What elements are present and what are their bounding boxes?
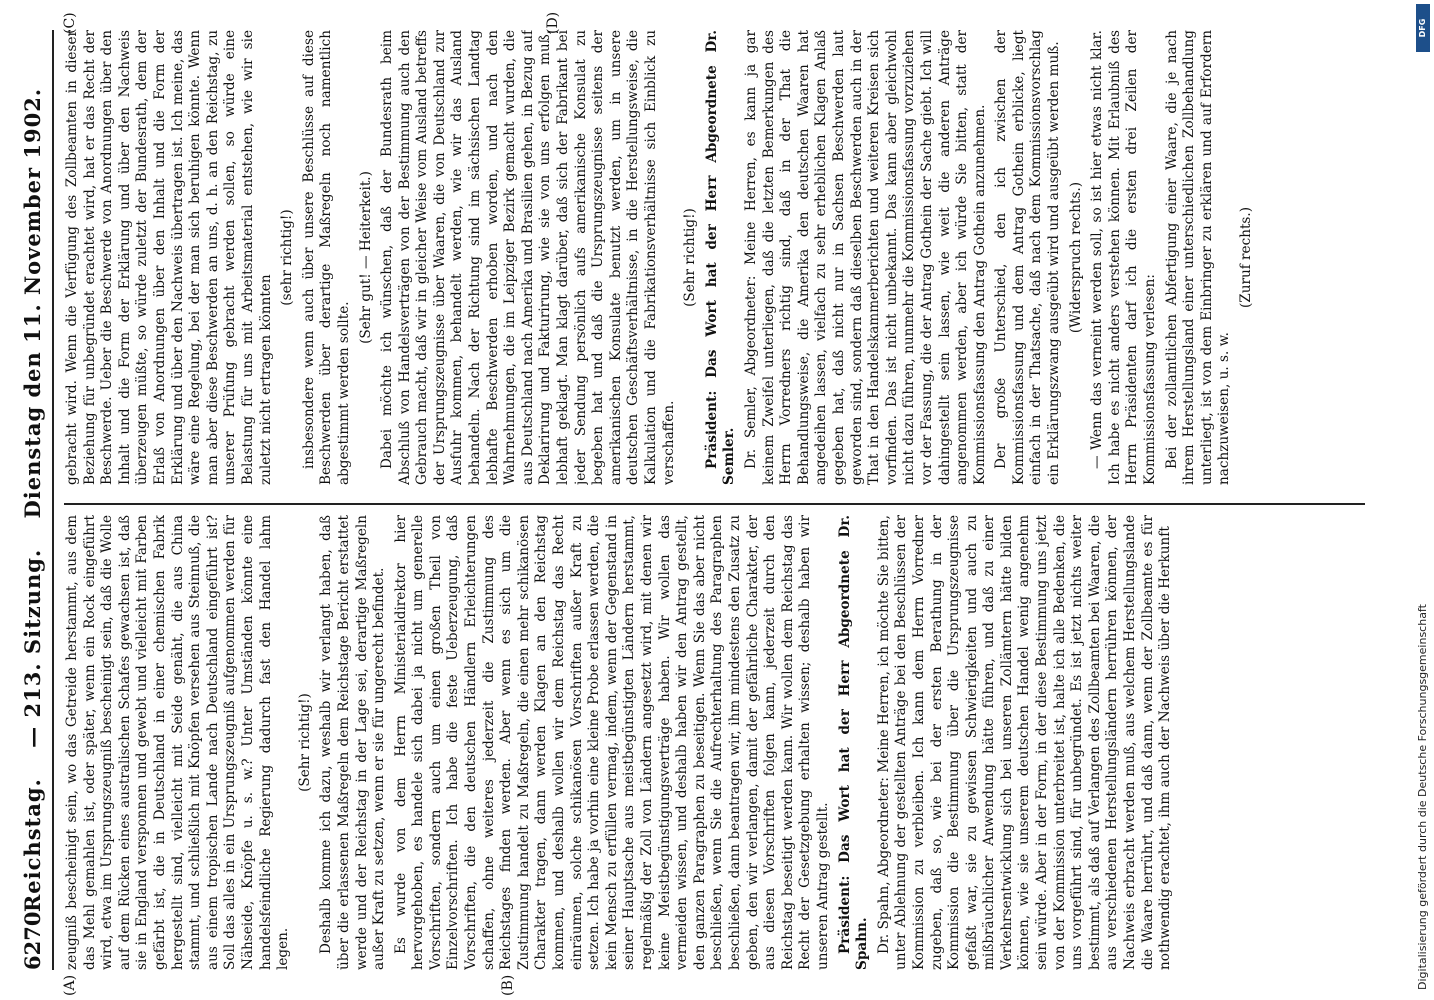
interjection: (Zuruf rechts.) [1238, 206, 1254, 309]
right-column [64, 30, 1375, 485]
page-number: 6270 [20, 911, 45, 970]
header-left: Reichstag. [20, 778, 45, 913]
interjection: (Widerspruch rechts.) [1067, 181, 1084, 334]
speaker-line: Präsident: Das Wort hat der Herr Abgeordnete Dr. Semler. [703, 30, 738, 485]
marker-b: (B) [500, 974, 516, 996]
paragraph: Dabei möchte ich wünschen, daß der Bundesrath beim Abschluß von Handelsverträgen von der Bestimmung auch den Gebrauch macht, daß wir in gleicher Weise vom Ausland betreffs der Ursprungszeugnisse über Waaren, die von Deutschland zur Ausfuhr kommen, behandelt werden, wie wir das Ausland behandeln. Nach der Richtung sind im sächsischen Landtag lebhafte Beschwerden erhoben worden, und nach den Wahrnehmungen, die im Leipziger Bezirk gemacht wurden, die aus Deutschland nach Amerika und Brasilien gehen, in Bezug auf Deklarirung und Fakturirung, wie sie von uns erfolgen muß, lebhaft geklagt. Man klagt darüber, daß sich der Fabrikant bei jeder Sendung persönlich aufs amerikanische Konsulat zu begeben hat und daß die Ursprungszeugnisse seitens der amerikanischen Konsulate benutzt werden, um in unsere deutschen Geschäftsverhältnisse, in die Herstellungsweise, die Kalkulation und die Fabrikationsverhältnisse sich Einblick zu verschaffen. [379, 30, 677, 485]
running-header [8, 30, 54, 970]
interjection: (Sehr richtig!) [296, 693, 313, 792]
interjection: (sehr richtig!) [279, 209, 296, 306]
paragraph: zeugniß bescheinigt sein, wo das Getreide herstammt, aus dem das Mehl gemahlen ist, oder später, wenn ein Rock eingeführt wird, etwa im Ursprungszeugniß bescheinigt sein, daß die Wolle auf dem Rücken eines australischen Schafes gewachsen ist, daß sie in England versponnen und gewebt und vielleicht mit Farben gefärbt ist, die in Deutschland in einer chemischen Fabrik hergestellt sind, vielleicht mit Seide genäht, die aus China stammt, und schließlich mit Knöpfen versehen aus Steinnuß, die aus einem tropischen Lande nach Deutschland eingeführt ist? Soll das alles in ein Ursprungszeugniß aufgenommen werden für Nähseide, Knöpfe u. s. w.? Unter Umständen könnte eine handelsfeindliche Regierung dadurch fast den Handel lahm legen. [64, 515, 292, 970]
header-middle: — 213. Sitzung. [20, 548, 45, 748]
marker-a: (A) [62, 974, 78, 996]
credit-text: Digitalisierung gefördert durch die Deutsche Forschungsgemeinschaft [1416, 604, 1429, 990]
paragraph: Der große Unterschied, den ich zwischen der Kommissionsfassung und dem Antrag Gothein erblicke, liegt einfach in der Thatsache, daß nach dem Kommissionsvorschlag ein Erklärungszwang ausgeübt wird und ausgeübt werden muß. [993, 30, 1063, 485]
paragraph: Dr. Spahn, Abgeordneter: Meine Herren, ich möchte Sie bitten, unter Ablehnung der gestellten Anträge bei den Beschlüssen der Kommission zu verbleiben. Ich kann dem Herrn Vorredner zugeben, daß so, wie bei der ersten Berathung in der Kommission die Bestimmung über die Ursprungszeugnisse gefaßt war, sie zu gewissen Schwierigkeiten und auch zu mißbräuchlicher Anwendung hätte führen, und daß zu einer Verkehrsentwicklung sich bei unseren Zollämtern hätte bilden können, wie sie unserem deutschen Handel wenig angenehm sein würde. Aber in der Form, in der diese Bestimmung uns jetzt von der Kommission unterbreitet ist, halte ich alle Bedenken, die uns vorgeführt sind, für unbegründet. Es ist jetzt nichts weiter bestimmt, als daß auf Verlangen des Zollbeamten bei Waaren, die aus verschiedenen Herstellungsländern herrühren können, der Nachweis erbracht werden muß, aus welchem Herstellungslande die Waare herrührt, und daß dann, wenn der Zollbeamte es für nothwendig erachtet, ihm auch der Nachweis über die Herkunft [875, 515, 1174, 970]
speaker-line: Präsident: Das Wort hat der Herr Abgeordnete Dr. Spahn. [836, 515, 871, 970]
paragraph: Es wurde von dem Herrn Ministerialdirektor hier hervorgehoben, es handele sich dabei ja nicht um generelle Vorschriften, sondern auch um einen großen Theil von Einzelvorschriften. Ich habe die feste Ueberzeugung, daß Vorschriften, die den deutschen Händlern Erleichterungen schaffen, ohne weiteres jederzeit die Zustimmung des Reichstages finden werden. Aber wenn es sich um die Zustimmung handelt zu Maßregeln, die einen mehr schikanösen Charakter tragen, dann werden Klagen an den Reichstag kommen, und deshalb wollen wir dem Reichstag das Recht einräumen, solche schikanösen Vorschriften außer Kraft zu setzen. Ich habe ja vorhin eine kleine Probe erlassen werden, die kein Mensch zu erfüllen vermag, indem, wenn der Gegenstand in seiner Hauptsache aus meistbegünstigten Ländern herstammt, regelmäßig der Zoll von Ländern angesetzt wird, mit denen wir keine Meistbegünstigungsverträge haben. Wir wollen das vermeiden wissen, und deshalb haben wir den Antrag gestellt, den ganzen Paragraphen zu beseitigen. Wenn Sie das aber nicht beschließen, wenn Sie die Aufrechterhaltung des Paragraphen beschließen, dann beantragen wir, ihm mindestens den Zusatz zu geben, den wir verlangen, damit der gefährliche Charakter, der aus diesen Vorschriften folgen kann, jederzeit durch den Reichstag beseitigt werden kann. Wir wollen dem Reichstag das Recht der Gesetzgebung erhalten wissen; deshalb haben wir unseren Antrag gestellt. [392, 515, 831, 970]
header-right: Dienstag den 11. November 1902. [20, 87, 45, 519]
left-column [64, 515, 1375, 970]
dfg-logo-text: DFG [1418, 18, 1427, 38]
column-rule [64, 503, 1365, 505]
marker-c: (C) [62, 12, 78, 34]
interjection: (Sehr gut! — Heiterkeit.) [357, 171, 374, 344]
paragraph: insbesondere wenn auch über unsere Beschlüsse auf diese Beschwerden über derartige Maßregeln noch namentlich abgestimmt werden sollte. [300, 30, 352, 485]
quotation: Bei der zollamtlichen Abfertigung einer Waare, die je nach ihrem Herstellungsland einer unterschiedlichen Zollbehandlung unterliegt, ist von dem Einbringer zu erklären und auf Erfordern nachzuweisen, u. s. w. [1163, 30, 1233, 485]
paragraph: gebracht wird. Wenn die Verfügung des Zollbeamten in dieser Beziehung für unbegründet erachtet wird, hat er das Recht der Beschwerde. Ueber die Beschwerde von Anordnungen über den Inhalt und die Form der Erklärung und über den Nachweis überzeugen müßte, so würde zuletzt der Bundesrath, dem der Erlaß von Anordnungen über den Inhalt und die Form der Erklärung und über den Nachweis übertragen ist. Ich meine, das wäre eine Regelung, bei der man sich beruhigen könnte. Wenn man aber diese Beschwerden an uns, d. h. an den Reichstag, zu unserer Prüfung gebracht werden sollen, so würde eine Belastung für uns mit Arbeitsmaterial entstehen, wie wir sie zuletzt nicht ertragen könnten [64, 30, 274, 485]
digitization-credit [1414, 10, 1432, 990]
paragraph: Dr. Semler, Abgeordneter: Meine Herren, es kann ja gar keinem Zweifel unterliegen, daß die letzten Bemerkungen des Herrn Vorredners richtig sind, daß in der That die Behandlungsweise, die Amerika den deutschen Waaren hat angedeihen lassen, vielfach zu sehr erheblichen Klagen Anlaß gegeben hat, daß nicht nur in Sachsen Beschwerden laut geworden sind, sondern daß dieselben Beschwerden auch in der That in den Handelskammerberichten und weiteren Kreisen sich vorfinden. Das ist nicht unbekannt. Das kann aber gleichwohl nicht dazu führen, nunmehr die Kommissionsfassung vorzuziehen vor der Fassung, die der Antrag Gothein der Sache giebt. Ich will dahingestellt sein lassen, wie weit die anderen Anträge angenommen werden, aber ich würde Sie bitten, statt der Kommissionsfassung den Antrag Gothein anzunehmen. [742, 30, 988, 485]
paragraph: Deshalb komme ich dazu, weshalb wir verlangt haben, daß über die erlassenen Maßregeln dem Reichstage Bericht erstattet werde und der Reichstag in der Lage sei, derartige Maßregeln außer Kraft zu setzen, wenn er sie für ungerecht befindet. [318, 515, 388, 970]
running-title [20, 30, 45, 970]
paragraph: — Wenn das verneint werden soll, so ist hier etwas nicht klar. Ich habe es nicht anders verstehen können. Mit Erlaubniß des Herrn Präsidenten darf ich die ersten drei Zeilen der Kommissionsfassung verlesen: [1089, 30, 1159, 485]
marker-d: (D) [545, 11, 561, 34]
interjection: (Sehr richtig!) [682, 208, 699, 307]
